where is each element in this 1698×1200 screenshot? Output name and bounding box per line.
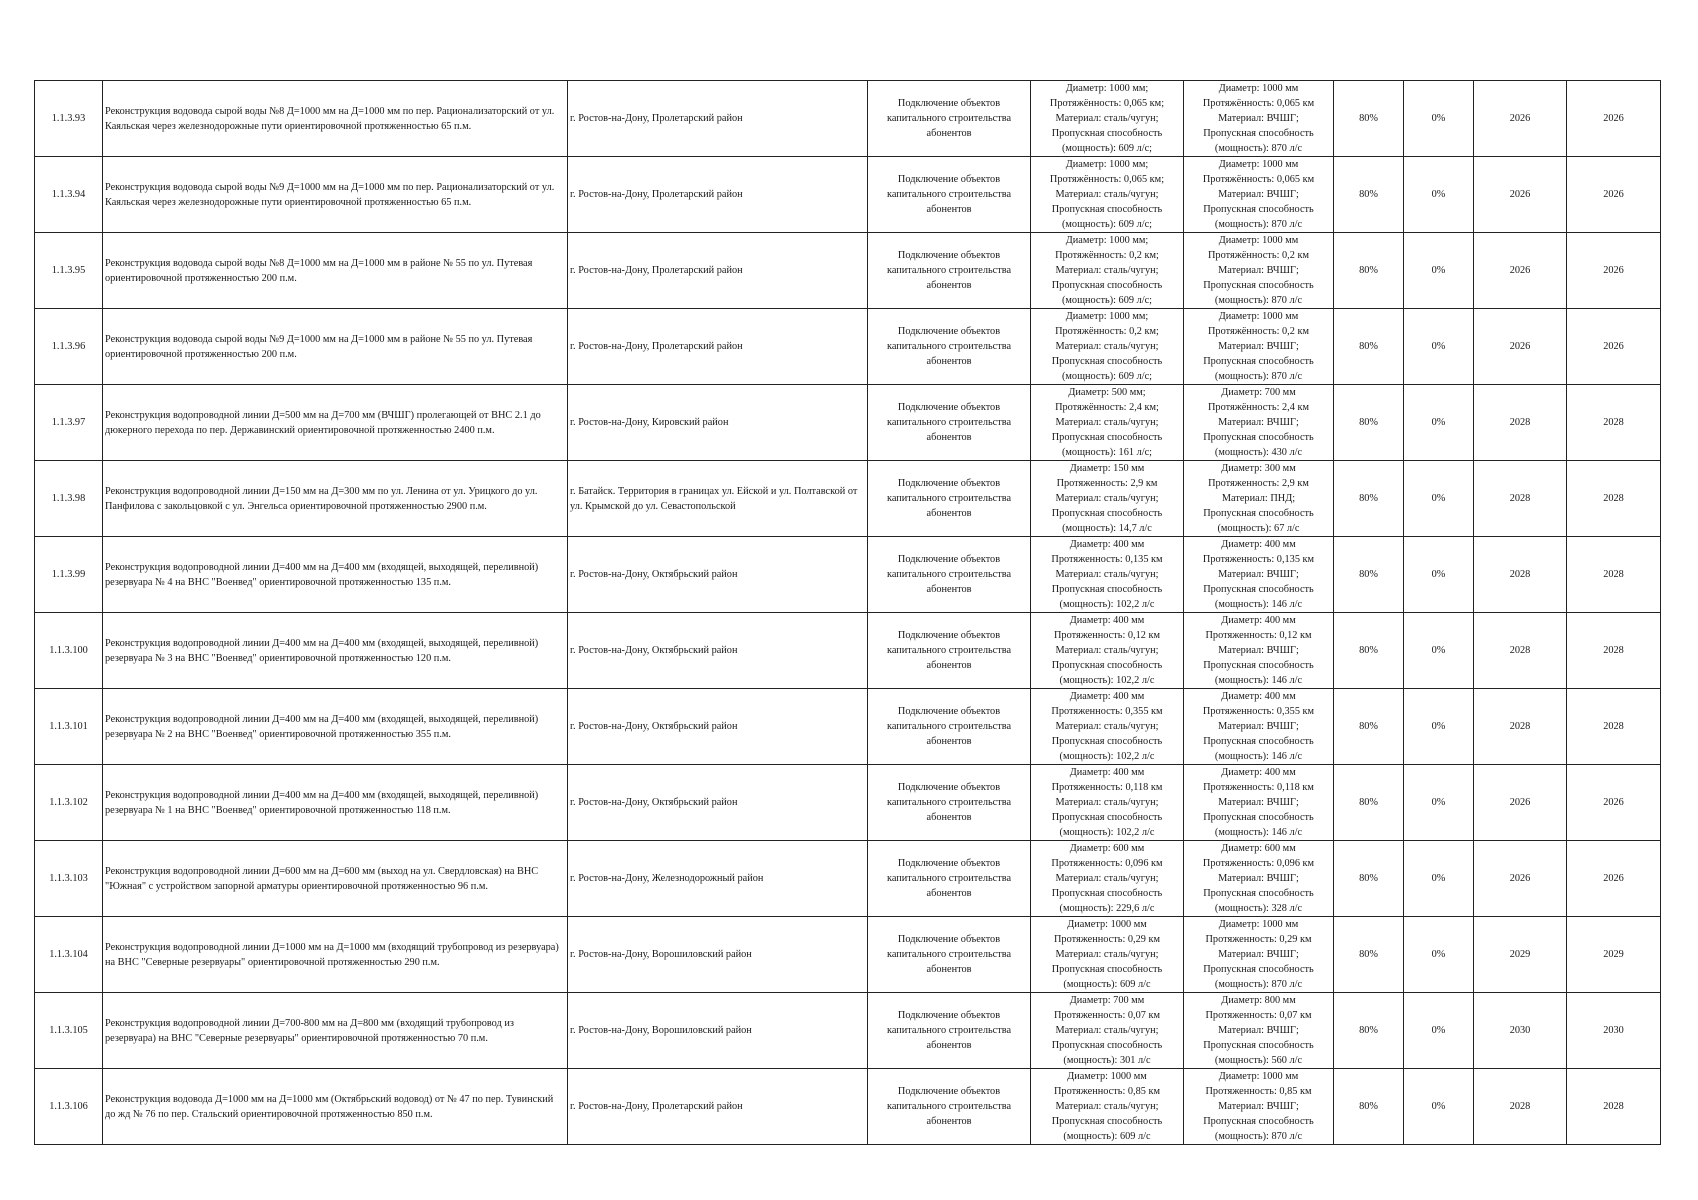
project-name-cell: Реконструкция водопроводной линии Д=150 мм на Д=300 мм по ул. Ленина от ул. Урицкого до ул. Панфилова с закольцовкой с ул. Энгельса ориентировочной протяженностью 2900 п.м. <box>103 461 568 537</box>
parameter-before-line: Материал: сталь/чугун; <box>1055 493 1159 504</box>
parameters-before-cell <box>1031 537 1184 613</box>
parameter-before-line: (мощность): 161 л/с; <box>1061 447 1153 458</box>
percent-cell: 80% <box>1334 81 1404 157</box>
parameters-after-cell <box>1184 917 1334 993</box>
project-name-cell: Реконструкция водовода сырой воды №8 Д=1000 мм на Д=1000 мм по пер. Рационализаторский от ул. Каяльская через железнодорожные пути ориентировочной протяженностью 65 п.м. <box>103 81 568 157</box>
table-row <box>35 309 1661 385</box>
percent-cell: 80% <box>1334 309 1404 385</box>
parameter-before-line: Диаметр: 1000 мм <box>1067 919 1147 930</box>
parameter-after-line: (мощность): 146 л/с <box>1214 751 1303 762</box>
parameters-after-cell <box>1184 157 1334 233</box>
parameters-after-cell <box>1184 689 1334 765</box>
parameter-before-line: Пропускная способность <box>1051 964 1163 975</box>
parameter-after-line: Пропускная способность <box>1203 128 1314 139</box>
row-number-cell: 1.1.3.104 <box>35 917 103 993</box>
parameter-before-line: Материал: сталь/чугун; <box>1055 1025 1159 1036</box>
parameter-after-line: Материал: ПНД; <box>1221 493 1296 504</box>
parameter-before-line: Протяженность: 0,12 км <box>1054 630 1160 641</box>
parameter-after-line: Протяженность: 0,07 км <box>1205 1010 1312 1021</box>
parameter-before-line: Материал: сталь/чугун; <box>1055 341 1159 352</box>
parameters-before-cell <box>1031 689 1184 765</box>
parameter-before-line: Материал: сталь/чугун; <box>1055 113 1159 124</box>
parameters-before-cell <box>1031 309 1184 385</box>
parameter-before-line: Материал: сталь/чугун; <box>1055 1101 1159 1112</box>
parameter-before-line: Материал: сталь/чугун; <box>1055 645 1159 656</box>
parameter-before-line: Протяженность: 0,355 км <box>1051 706 1163 717</box>
project-name-cell: Реконструкция водопроводной линии Д=400 мм на Д=400 мм (входящей, выходящей, переливной) резервуара № 3 на ВНС "Военвед" ориентировочной протяженностью 120 п.м. <box>103 613 568 689</box>
parameter-after-line: Протяженность: 0,135 км <box>1202 554 1315 565</box>
parameter-after-line: Пропускная способность <box>1203 432 1314 443</box>
parameter-after-line: Пропускная способность <box>1203 584 1314 595</box>
parameter-before-line: Диаметр: 1000 мм <box>1067 1071 1147 1082</box>
parameter-before-line: Диаметр: 150 мм <box>1069 463 1145 474</box>
parameter-after-line: (мощность): 430 л/с <box>1214 447 1303 458</box>
percent-cell: 80% <box>1334 385 1404 461</box>
parameter-after-line: Протяженность: 0,12 км <box>1205 630 1312 641</box>
purpose-cell: Подключение объектов капитального строительства абонентов <box>868 613 1031 689</box>
parameter-before-line: Материал: сталь/чугун; <box>1055 949 1159 960</box>
parameters-before-cell <box>1031 1069 1184 1145</box>
table-row <box>35 385 1661 461</box>
parameter-before-line: Диаметр: 1000 мм; <box>1065 311 1149 322</box>
document-sheet <box>34 80 1660 1145</box>
parameters-before-cell <box>1031 993 1184 1069</box>
parameter-after-line: (мощность): 560 л/с <box>1214 1055 1303 1066</box>
parameter-after-line: Пропускная способность <box>1203 660 1314 671</box>
parameter-after-line: Диаметр: 1000 мм <box>1218 159 1299 170</box>
start-year-cell: 2028 <box>1474 385 1567 461</box>
parameter-after-line: Материал: ВЧШГ; <box>1218 189 1299 200</box>
parameter-after-line: Пропускная способность <box>1203 964 1314 975</box>
parameter-before-line: (мощность): 102,2 л/с <box>1059 675 1155 686</box>
table-row <box>35 917 1661 993</box>
parameter-after-line: Диаметр: 1000 мм <box>1218 83 1299 94</box>
project-name-cell: Реконструкция водопроводной линии Д=600 мм на Д=600 мм (выход на ул. Свердловская) на ВНС "Южная" с устройством запорной арматуры ориентировочной протяженностью 96 п.м. <box>103 841 568 917</box>
row-number-cell: 1.1.3.94 <box>35 157 103 233</box>
parameter-before-line: (мощность): 609 л/с; <box>1061 143 1153 154</box>
table-row <box>35 1069 1661 1145</box>
location-cell: г. Ростов-на-Дону, Ворошиловский район <box>568 993 868 1069</box>
parameter-after-line: (мощность): 870 л/с <box>1214 219 1303 230</box>
end-year-cell: 2030 <box>1567 993 1661 1069</box>
parameter-after-line: Пропускная способность <box>1203 280 1314 291</box>
parameter-before-line: Диаметр: 1000 мм; <box>1065 83 1149 94</box>
purpose-cell: Подключение объектов капитального строительства абонентов <box>868 1069 1031 1145</box>
percent-cell: 0% <box>1404 841 1474 917</box>
parameter-before-line: Диаметр: 1000 мм; <box>1065 159 1149 170</box>
parameter-after-line: Диаметр: 600 мм <box>1221 843 1296 854</box>
parameters-after-cell <box>1184 81 1334 157</box>
parameter-before-line: Протяжённость: 0,2 км; <box>1055 326 1159 337</box>
purpose-cell: Подключение объектов капитального строительства абонентов <box>868 81 1031 157</box>
purpose-cell: Подключение объектов капитального строительства абонентов <box>868 689 1031 765</box>
parameter-after-line: Материал: ВЧШГ; <box>1218 341 1299 352</box>
parameter-after-line: Диаметр: 1000 мм <box>1218 311 1299 322</box>
parameter-after-line: (мощность): 146 л/с <box>1214 827 1303 838</box>
table-row <box>35 81 1661 157</box>
purpose-cell: Подключение объектов капитального строительства абонентов <box>868 993 1031 1069</box>
row-number-cell: 1.1.3.101 <box>35 689 103 765</box>
start-year-cell: 2029 <box>1474 917 1567 993</box>
parameters-before-cell <box>1031 461 1184 537</box>
table-row <box>35 993 1661 1069</box>
parameter-after-line: Диаметр: 1000 мм <box>1218 1071 1299 1082</box>
percent-cell: 0% <box>1404 1069 1474 1145</box>
parameter-after-line: Диаметр: 1000 мм <box>1218 235 1299 246</box>
parameters-before-cell <box>1031 81 1184 157</box>
parameter-before-line: (мощность): 609 л/с; <box>1061 371 1153 382</box>
percent-cell: 0% <box>1404 613 1474 689</box>
percent-cell: 0% <box>1404 461 1474 537</box>
parameter-after-line: (мощность): 146 л/с <box>1214 675 1303 686</box>
parameter-after-line: (мощность): 870 л/с <box>1214 979 1303 990</box>
table-row <box>35 537 1661 613</box>
parameter-before-line: Пропускная способность <box>1051 1116 1163 1127</box>
end-year-cell: 2026 <box>1567 81 1661 157</box>
parameter-before-line: (мощность): 102,2 л/с <box>1059 599 1155 610</box>
percent-cell: 80% <box>1334 689 1404 765</box>
parameters-before-cell <box>1031 841 1184 917</box>
end-year-cell: 2029 <box>1567 917 1661 993</box>
parameter-before-line: (мощность): 609 л/с <box>1063 1131 1151 1142</box>
location-cell: г. Ростов-на-Дону, Пролетарский район <box>568 157 868 233</box>
parameters-after-cell <box>1184 841 1334 917</box>
parameter-after-line: Протяжённость: 0,2 км <box>1208 250 1309 261</box>
parameters-before-cell <box>1031 613 1184 689</box>
parameter-after-line: Пропускная способность <box>1203 888 1314 899</box>
parameters-after-cell <box>1184 765 1334 841</box>
parameter-before-line: Пропускная способность <box>1051 356 1163 367</box>
percent-cell: 0% <box>1404 993 1474 1069</box>
parameters-after-cell <box>1184 613 1334 689</box>
parameter-after-line: Пропускная способность <box>1203 356 1314 367</box>
start-year-cell: 2028 <box>1474 613 1567 689</box>
percent-cell: 80% <box>1334 765 1404 841</box>
parameter-after-line: (мощность): 870 л/с <box>1214 371 1303 382</box>
table-row <box>35 613 1661 689</box>
parameter-after-line: Материал: ВЧШГ; <box>1218 721 1299 732</box>
location-cell: г. Ростов-на-Дону, Ворошиловский район <box>568 917 868 993</box>
parameter-before-line: Диаметр: 400 мм <box>1069 539 1145 550</box>
parameter-before-line: Пропускная способность <box>1051 432 1163 443</box>
parameters-before-cell <box>1031 157 1184 233</box>
percent-cell: 0% <box>1404 157 1474 233</box>
percent-cell: 80% <box>1334 917 1404 993</box>
start-year-cell: 2026 <box>1474 309 1567 385</box>
start-year-cell: 2026 <box>1474 765 1567 841</box>
parameter-before-line: (мощность): 301 л/с <box>1063 1055 1151 1066</box>
parameter-after-line: Пропускная способность <box>1203 736 1314 747</box>
end-year-cell: 2028 <box>1567 1069 1661 1145</box>
percent-cell: 0% <box>1404 765 1474 841</box>
percent-cell: 80% <box>1334 993 1404 1069</box>
table-row <box>35 765 1661 841</box>
parameter-after-line: Протяжённость: 0,065 км <box>1202 98 1315 109</box>
parameters-after-cell <box>1184 233 1334 309</box>
start-year-cell: 2028 <box>1474 537 1567 613</box>
start-year-cell: 2026 <box>1474 81 1567 157</box>
purpose-cell: Подключение объектов капитального строительства абонентов <box>868 461 1031 537</box>
purpose-cell: Подключение объектов капитального строительства абонентов <box>868 765 1031 841</box>
project-name-cell: Реконструкция водовода сырой воды №9 Д=1000 мм на Д=1000 мм в районе № 55 по ул. Путевая ориентировочной протяженностью 200 п.м. <box>103 309 568 385</box>
parameter-after-line: Материал: ВЧШГ; <box>1218 1025 1299 1036</box>
parameter-before-line: Пропускная способность <box>1051 584 1163 595</box>
parameter-after-line: Материал: ВЧШГ; <box>1218 797 1299 808</box>
location-cell: г. Ростов-на-Дону, Октябрьский район <box>568 689 868 765</box>
row-number-cell: 1.1.3.100 <box>35 613 103 689</box>
parameter-after-line: Пропускная способность <box>1203 204 1314 215</box>
parameter-before-line: Пропускная способность <box>1051 128 1163 139</box>
purpose-cell: Подключение объектов капитального строительства абонентов <box>868 309 1031 385</box>
location-cell: г. Ростов-на-Дону, Октябрьский район <box>568 613 868 689</box>
parameter-before-line: Материал: сталь/чугун; <box>1055 797 1159 808</box>
end-year-cell: 2026 <box>1567 765 1661 841</box>
parameter-before-line: Протяжённость: 0,065 км; <box>1049 174 1165 185</box>
parameter-before-line: Протяжённость: 2,4 км; <box>1055 402 1159 413</box>
percent-cell: 0% <box>1404 689 1474 765</box>
parameters-after-cell <box>1184 1069 1334 1145</box>
row-number-cell: 1.1.3.103 <box>35 841 103 917</box>
table-row <box>35 157 1661 233</box>
row-number-cell: 1.1.3.99 <box>35 537 103 613</box>
table-row <box>35 233 1661 309</box>
parameter-before-line: Протяжённость: 0,2 км; <box>1055 250 1159 261</box>
parameter-before-line: Протяженность: 0,135 км <box>1051 554 1163 565</box>
percent-cell: 80% <box>1334 841 1404 917</box>
end-year-cell: 2028 <box>1567 689 1661 765</box>
row-number-cell: 1.1.3.96 <box>35 309 103 385</box>
parameter-after-line: Материал: ВЧШГ; <box>1218 265 1299 276</box>
parameter-after-line: Материал: ВЧШГ; <box>1218 569 1299 580</box>
parameter-before-line: Диаметр: 400 мм <box>1069 615 1145 626</box>
project-name-cell: Реконструкция водопроводной линии Д=400 мм на Д=400 мм (входящей, выходящей, переливной) резервуара № 2 на ВНС "Военвед" ориентировочной протяженностью 355 п.м. <box>103 689 568 765</box>
row-number-cell: 1.1.3.102 <box>35 765 103 841</box>
purpose-cell: Подключение объектов капитального строительства абонентов <box>868 385 1031 461</box>
parameter-before-line: (мощность): 609 л/с; <box>1061 295 1153 306</box>
purpose-cell: Подключение объектов капитального строительства абонентов <box>868 841 1031 917</box>
parameters-before-cell <box>1031 765 1184 841</box>
parameter-after-line: Материал: ВЧШГ; <box>1218 1101 1299 1112</box>
parameter-after-line: Протяженность: 0,85 км <box>1205 1086 1312 1097</box>
parameter-before-line: Протяженность: 0,07 км <box>1054 1010 1160 1021</box>
start-year-cell: 2030 <box>1474 993 1567 1069</box>
start-year-cell: 2026 <box>1474 157 1567 233</box>
parameter-after-line: Материал: ВЧШГ; <box>1218 645 1299 656</box>
parameter-after-line: Диаметр: 700 мм <box>1221 387 1296 398</box>
parameter-before-line: Диаметр: 500 мм; <box>1068 387 1146 398</box>
location-cell: г. Ростов-на-Дону, Пролетарский район <box>568 233 868 309</box>
purpose-cell: Подключение объектов капитального строительства абонентов <box>868 917 1031 993</box>
parameter-after-line: Материал: ВЧШГ; <box>1218 949 1299 960</box>
parameters-after-cell <box>1184 461 1334 537</box>
parameter-after-line: Материал: ВЧШГ; <box>1218 113 1299 124</box>
project-name-cell: Реконструкция водопроводной линии Д=400 мм на Д=400 мм (входящей, выходящей, переливной) резервуара № 4 на ВНС "Военвед" ориентировочной протяженностью 135 п.м. <box>103 537 568 613</box>
percent-cell: 80% <box>1334 1069 1404 1145</box>
parameter-after-line: Диаметр: 400 мм <box>1221 767 1296 778</box>
parameter-before-line: Пропускная способность <box>1051 508 1163 519</box>
parameter-before-line: (мощность): 609 л/с; <box>1061 219 1153 230</box>
purpose-cell: Подключение объектов капитального строительства абонентов <box>868 157 1031 233</box>
parameter-after-line: Диаметр: 400 мм <box>1221 691 1296 702</box>
parameter-before-line: Пропускная способность <box>1051 204 1163 215</box>
percent-cell: 0% <box>1404 917 1474 993</box>
table-body <box>35 81 1661 1145</box>
percent-cell: 80% <box>1334 157 1404 233</box>
parameter-after-line: (мощность): 870 л/с <box>1214 1131 1303 1142</box>
row-number-cell: 1.1.3.97 <box>35 385 103 461</box>
parameter-before-line: Пропускная способность <box>1051 660 1163 671</box>
parameter-after-line: Пропускная способность <box>1203 1116 1314 1127</box>
parameter-after-line: (мощность): 870 л/с <box>1214 295 1303 306</box>
parameters-after-cell <box>1184 385 1334 461</box>
purpose-cell: Подключение объектов капитального строительства абонентов <box>868 537 1031 613</box>
parameter-before-line: (мощность): 14,7 л/с <box>1062 523 1152 534</box>
parameter-after-line: Протяженность: 0,355 км <box>1202 706 1315 717</box>
parameter-before-line: Материал: сталь/чугун; <box>1055 569 1159 580</box>
parameter-before-line: (мощность): 102,2 л/с <box>1059 751 1155 762</box>
parameters-after-cell <box>1184 537 1334 613</box>
location-cell: г. Батайск. Территория в границах ул. Ейской и ул. Полтавской от ул. Крымской до ул. Севастопольской <box>568 461 868 537</box>
parameter-after-line: Диаметр: 800 мм <box>1221 995 1296 1006</box>
parameter-after-line: Протяжённость: 0,2 км <box>1208 326 1309 337</box>
parameters-before-cell <box>1031 917 1184 993</box>
parameter-after-line: (мощность): 146 л/с <box>1214 599 1303 610</box>
project-name-cell: Реконструкция водовода Д=1000 мм на Д=1000 мм (Октябрьский водовод) от № 47 по пер. Тувинский до жд № 76 по пер. Стальский ориентировочной протяженностью 850 п.м. <box>103 1069 568 1145</box>
start-year-cell: 2028 <box>1474 1069 1567 1145</box>
percent-cell: 80% <box>1334 613 1404 689</box>
end-year-cell: 2028 <box>1567 613 1661 689</box>
percent-cell: 0% <box>1404 309 1474 385</box>
parameter-after-line: (мощность): 67 л/с <box>1217 523 1300 534</box>
purpose-cell: Подключение объектов капитального строительства абонентов <box>868 233 1031 309</box>
parameter-before-line: Материал: сталь/чугун; <box>1055 265 1159 276</box>
location-cell: г. Ростов-на-Дону, Железнодорожный район <box>568 841 868 917</box>
end-year-cell: 2026 <box>1567 841 1661 917</box>
parameter-after-line: (мощность): 870 л/с <box>1214 143 1303 154</box>
table-row <box>35 461 1661 537</box>
parameter-before-line: Протяженность: 0,85 км <box>1054 1086 1160 1097</box>
parameter-after-line: Протяжённость: 2,4 км <box>1208 402 1309 413</box>
row-number-cell: 1.1.3.95 <box>35 233 103 309</box>
parameter-after-line: (мощность): 328 л/с <box>1214 903 1303 914</box>
parameter-before-line: Материал: сталь/чугун; <box>1055 873 1159 884</box>
parameter-before-line: (мощность): 609 л/с <box>1063 979 1151 990</box>
parameter-before-line: Диаметр: 400 мм <box>1069 691 1145 702</box>
row-number-cell: 1.1.3.98 <box>35 461 103 537</box>
parameter-after-line: Материал: ВЧШГ; <box>1218 873 1299 884</box>
parameters-after-cell <box>1184 993 1334 1069</box>
parameter-before-line: Диаметр: 400 мм <box>1069 767 1145 778</box>
parameter-before-line: (мощность): 102,2 л/с <box>1059 827 1155 838</box>
start-year-cell: 2026 <box>1474 841 1567 917</box>
parameter-before-line: Протяжённость: 0,065 км; <box>1049 98 1165 109</box>
project-name-cell: Реконструкция водопроводной линии Д=700-800 мм на Д=800 мм (входящий трубопровод из резервуара) на ВНС "Северные резервуары" ориентировочной протяженностью 70 п.м. <box>103 993 568 1069</box>
location-cell: г. Ростов-на-Дону, Кировский район <box>568 385 868 461</box>
project-name-cell: Реконструкция водопроводной линии Д=400 мм на Д=400 мм (входящей, выходящей, переливной) резервуара № 1 на ВНС "Военвед" ориентировочной протяженностью 118 п.м. <box>103 765 568 841</box>
end-year-cell: 2026 <box>1567 233 1661 309</box>
end-year-cell: 2026 <box>1567 309 1661 385</box>
location-cell: г. Ростов-на-Дону, Октябрьский район <box>568 537 868 613</box>
parameter-after-line: Пропускная способность <box>1203 1040 1314 1051</box>
project-name-cell: Реконструкция водопроводной линии Д=500 мм на Д=700 мм (ВЧШГ) пролегающей от ВНС 2.1 до дюкерного перехода по пер. Державинский ориентировочной протяженностью 2400 п.м. <box>103 385 568 461</box>
parameter-before-line: Материал: сталь/чугун; <box>1055 721 1159 732</box>
location-cell: г. Ростов-на-Дону, Октябрьский район <box>568 765 868 841</box>
start-year-cell: 2028 <box>1474 461 1567 537</box>
parameter-before-line: Пропускная способность <box>1051 1040 1163 1051</box>
parameter-before-line: Диаметр: 700 мм <box>1069 995 1145 1006</box>
parameter-after-line: Протяженность: 0,096 км <box>1202 858 1315 869</box>
parameter-after-line: Пропускная способность <box>1203 508 1314 519</box>
percent-cell: 0% <box>1404 233 1474 309</box>
location-cell: г. Ростов-на-Дону, Пролетарский район <box>568 309 868 385</box>
parameter-before-line: Материал: сталь/чугун; <box>1055 417 1159 428</box>
percent-cell: 0% <box>1404 385 1474 461</box>
row-number-cell: 1.1.3.93 <box>35 81 103 157</box>
project-name-cell: Реконструкция водовода сырой воды №8 Д=1000 мм на Д=1000 мм в районе № 55 по ул. Путевая ориентировочной протяженностью 200 п.м. <box>103 233 568 309</box>
end-year-cell: 2028 <box>1567 385 1661 461</box>
parameter-after-line: Диаметр: 300 мм <box>1221 463 1296 474</box>
parameter-before-line: Протяженность: 0,118 км <box>1051 782 1163 793</box>
end-year-cell: 2028 <box>1567 537 1661 613</box>
percent-cell: 80% <box>1334 461 1404 537</box>
parameters-before-cell <box>1031 233 1184 309</box>
parameter-before-line: Диаметр: 1000 мм; <box>1065 235 1149 246</box>
percent-cell: 0% <box>1404 537 1474 613</box>
parameter-after-line: Протяженность: 2,9 км <box>1208 478 1309 489</box>
investment-program-table <box>34 80 1661 1145</box>
table-row <box>35 689 1661 765</box>
location-cell: г. Ростов-на-Дону, Пролетарский район <box>568 81 868 157</box>
parameters-after-cell <box>1184 309 1334 385</box>
percent-cell: 80% <box>1334 537 1404 613</box>
parameter-after-line: Протяженность: 0,29 км <box>1205 934 1312 945</box>
project-name-cell: Реконструкция водопроводной линии Д=1000 мм на Д=1000 мм (входящий трубопровод из резервуара) на ВНС "Северные резервуары" ориентировочной протяженностью 290 п.м. <box>103 917 568 993</box>
parameter-before-line: Протяженность: 0,29 км <box>1054 934 1160 945</box>
parameter-after-line: Диаметр: 400 мм <box>1221 539 1296 550</box>
start-year-cell: 2028 <box>1474 689 1567 765</box>
parameter-before-line: Материал: сталь/чугун; <box>1055 189 1159 200</box>
end-year-cell: 2026 <box>1567 157 1661 233</box>
parameter-before-line: Диаметр: 600 мм <box>1069 843 1145 854</box>
parameter-after-line: Диаметр: 400 мм <box>1221 615 1296 626</box>
percent-cell: 0% <box>1404 81 1474 157</box>
location-cell: г. Ростов-на-Дону, Пролетарский район <box>568 1069 868 1145</box>
percent-cell: 80% <box>1334 233 1404 309</box>
parameter-after-line: Диаметр: 1000 мм <box>1218 919 1299 930</box>
parameter-after-line: Протяжённость: 0,065 км <box>1202 174 1315 185</box>
parameter-after-line: Пропускная способность <box>1203 812 1314 823</box>
row-number-cell: 1.1.3.106 <box>35 1069 103 1145</box>
parameter-after-line: Протяженность: 0,118 км <box>1203 782 1314 793</box>
parameters-before-cell <box>1031 385 1184 461</box>
parameter-before-line: Пропускная способность <box>1051 888 1163 899</box>
parameter-after-line: Материал: ВЧШГ; <box>1218 417 1299 428</box>
parameter-before-line: Протяженность: 0,096 км <box>1051 858 1163 869</box>
start-year-cell: 2026 <box>1474 233 1567 309</box>
table-row <box>35 841 1661 917</box>
project-name-cell: Реконструкция водовода сырой воды №9 Д=1000 мм на Д=1000 мм по пер. Рационализаторский от ул. Каяльская через железнодорожные пути ориентировочной протяженностью 65 п.м. <box>103 157 568 233</box>
parameter-before-line: Пропускная способность <box>1051 736 1163 747</box>
parameter-before-line: Пропускная способность <box>1051 280 1163 291</box>
row-number-cell: 1.1.3.105 <box>35 993 103 1069</box>
parameter-before-line: Пропускная способность <box>1051 812 1163 823</box>
parameter-before-line: (мощность): 229,6 л/с <box>1059 903 1155 914</box>
parameter-before-line: Протяженность: 2,9 км <box>1056 478 1158 489</box>
end-year-cell: 2028 <box>1567 461 1661 537</box>
